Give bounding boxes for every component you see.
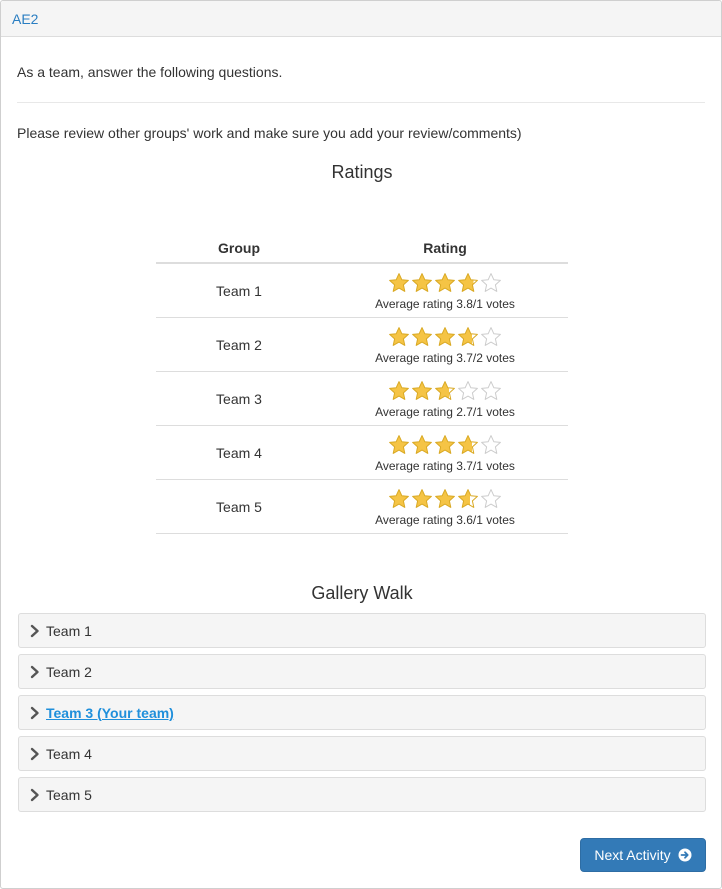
star-rating[interactable] — [322, 488, 568, 510]
ratings-table — [156, 233, 568, 534]
accordion-label: Team 4 — [46, 745, 92, 762]
accordion-label-link[interactable]: Team 3 (Your team) — [46, 704, 174, 721]
star-icon[interactable] — [388, 326, 410, 348]
star-icon[interactable] — [434, 488, 456, 510]
star-icon[interactable] — [434, 380, 456, 402]
ratings-header-row — [156, 233, 568, 263]
accordion-item-team-3[interactable] — [18, 695, 706, 730]
votes-text: Average rating 2.7/1 votes — [375, 405, 515, 419]
activity-title-link[interactable]: AE2 — [12, 10, 39, 27]
table-row — [156, 318, 568, 372]
star-icon[interactable] — [388, 272, 410, 294]
star-icon[interactable] — [434, 326, 456, 348]
accordion-item-team-5[interactable] — [18, 777, 706, 812]
group-cell: Team 4 — [156, 426, 322, 480]
star-icon[interactable] — [388, 434, 410, 456]
star-icon[interactable] — [388, 380, 410, 402]
accordion-item-team-2[interactable] — [18, 654, 706, 689]
accordion-label: Team 2 — [46, 663, 92, 680]
rating-cell — [322, 263, 568, 318]
star-icon[interactable] — [480, 272, 502, 294]
rating-cell — [322, 480, 568, 534]
star-rating[interactable] — [322, 380, 568, 402]
table-row — [156, 372, 568, 426]
star-icon[interactable] — [434, 272, 456, 294]
group-column-header: Group — [156, 233, 322, 263]
accordion-label: Team 5 — [46, 786, 92, 803]
star-icon[interactable] — [457, 272, 479, 294]
chevron-right-icon — [28, 747, 42, 761]
star-icon[interactable] — [411, 272, 433, 294]
rating-cell — [322, 426, 568, 480]
star-icon[interactable] — [457, 326, 479, 348]
votes-text: Average rating 3.6/1 votes — [375, 513, 515, 527]
star-rating[interactable] — [322, 434, 568, 456]
chevron-right-icon — [28, 665, 42, 679]
accordion-label: Team 1 — [46, 622, 92, 639]
ratings-heading: Ratings — [331, 162, 393, 182]
group-cell: Team 5 — [156, 480, 322, 534]
votes-text: Average rating 3.7/2 votes — [375, 351, 515, 365]
star-icon[interactable] — [480, 488, 502, 510]
star-icon[interactable] — [457, 488, 479, 510]
intro-text: As a team, answer the following questions. — [17, 64, 283, 80]
rating-cell — [322, 318, 568, 372]
table-row — [156, 426, 568, 480]
chevron-right-icon — [28, 706, 42, 720]
votes-text: Average rating 3.7/1 votes — [375, 459, 515, 473]
star-icon[interactable] — [480, 326, 502, 348]
chevron-right-icon — [28, 624, 42, 638]
star-icon[interactable] — [457, 380, 479, 402]
votes-text: Average rating 3.8/1 votes — [375, 297, 515, 311]
star-icon[interactable] — [434, 434, 456, 456]
accordion-item-team-4[interactable] — [18, 736, 706, 771]
star-rating[interactable] — [322, 326, 568, 348]
star-rating[interactable] — [322, 272, 568, 294]
star-icon[interactable] — [480, 434, 502, 456]
gallery-walk-heading: Gallery Walk — [311, 583, 413, 603]
group-cell: Team 1 — [156, 263, 322, 318]
group-cell: Team 2 — [156, 318, 322, 372]
star-icon[interactable] — [411, 326, 433, 348]
table-row — [156, 480, 568, 534]
star-icon[interactable] — [457, 434, 479, 456]
rating-column-header: Rating — [322, 233, 568, 263]
table-row — [156, 263, 568, 318]
star-icon[interactable] — [388, 488, 410, 510]
star-icon[interactable] — [480, 380, 502, 402]
panel-heading — [1, 1, 721, 37]
star-icon[interactable] — [411, 488, 433, 510]
divider — [17, 102, 705, 103]
group-cell: Team 3 — [156, 372, 322, 426]
star-icon[interactable] — [411, 380, 433, 402]
star-icon[interactable] — [411, 434, 433, 456]
review-note: Please review other groups' work and make sure you add your review/comments) — [17, 125, 522, 141]
arrow-circle-right-icon — [678, 848, 692, 862]
rating-cell — [322, 372, 568, 426]
next-activity-label: Next Activity — [594, 847, 671, 863]
chevron-right-icon — [28, 788, 42, 802]
next-activity-button[interactable] — [580, 838, 706, 872]
accordion-item-team-1[interactable] — [18, 613, 706, 648]
